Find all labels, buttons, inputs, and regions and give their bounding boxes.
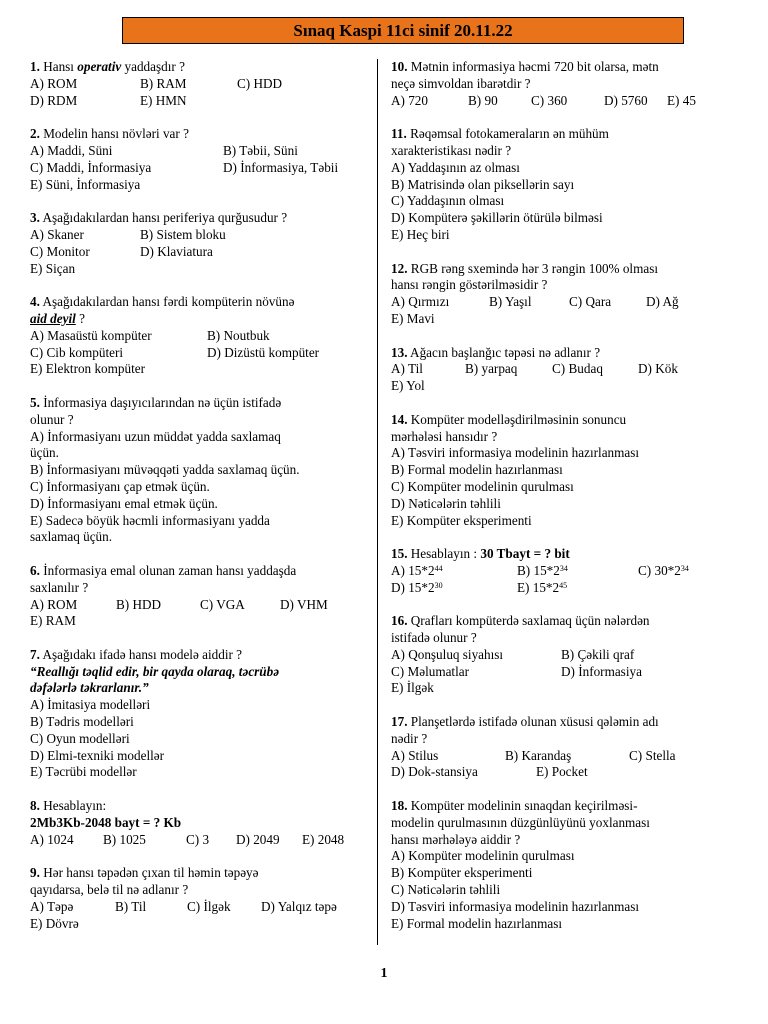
question-8: 8. Hesablayın: 2Mb3Kb-2048 bayt = ? Kb A) 1024 B) 1025 C) 3 D) 2049 E) 2048 — [30, 798, 345, 847]
question-4: 4. Aşağıdakılardan hansı fərdi kompüterin növünə aid deyil ? A) Masaüstü kompüter B) Noutbuk C) Cib kompüteri D) Dizüstü kompüter E) Elektron kompüter — [30, 294, 320, 377]
page-number: 1 — [380, 966, 388, 981]
question-12: 12. RGB rəng sxemində hər 3 rəngin 100% olması hansı rəngin göstərilməsidir ? A) Qırmızı B) Yaşıl C) Qara D) Ağ E) Mavi — [391, 260, 679, 326]
question-7: 7. Aşağıdakı ifadə hansı modelə aiddir ? “Reallığı təqlid edir, bir qayda olaraq, təcrübə dəfələrlə təkrarlanır.” A) İmitasiya modelləri B) Tədris modelləri C) Oyun modelləri D) Elmi-texniki modellər E) Təcrübi modellər — [30, 646, 280, 780]
question-5: 5. İnformasiya daşıyıcılarından nə üçün istifadə olunur ? A) İnformasiyanı uzun müddət yadda saxlamaq üçün. B) İnformasiyanı müvəqqəti yadda saxlamaq üçün. C) İnformasiyanı çap etmək üçün. D) İnformasiyanı emal etmək üçün. E) Sadecə böyük həcmli informasiyanı yadda saxlamaq üçün. — [30, 394, 300, 545]
question-6: 6. İnformasiya emal olunan zaman hansı yaddaşda saxlanılır ? A) ROM B) HDD C) VGA D) VHM E) RAM — [30, 562, 328, 629]
question-11: 11. Rəqəmsal fotokameraların ən mühüm xarakteristikası nədir ? A) Yaddaşının az olması B) Matrisində olan piksellərin sayı C) Yaddaşının olması D) Kompüterə şəkillərin ötürülə bilməsi E) Heç biri — [391, 126, 609, 242]
right-column — [391, 59, 741, 949]
question-2: 2. Modelin hansı növləri var ? A) Maddi, Süni B) Təbii, Süni C) Maddi, İnformasiya D) İnformasiya, Təbii E) Süni, İnformasiya — [30, 126, 339, 192]
column-divider — [377, 59, 378, 945]
page-title: Sınaq Kaspi 11ci sinif 20.11.22 — [122, 17, 684, 44]
question-18: 18. Kompüter modelinin sınaqdan keçirilməsi- modelin qurulmasının düzgünlüyünü yoxlanması hansı mərhələyə aiddir ? A) Kompüter modelinin qurulması B) Kompüter eksperimenti C) Nəticələrin təhlili D) Təsviri informasiya modelinin hazırlanması E) Formal modelin hazırlanması — [391, 798, 650, 931]
question-15: 15. Hesablayın : 30 Tbayt = ? bit A) $15*2^{44}$ B) $15*2^{34}$ C) $30*2^{34}$ D) $15*2^{30}$ E) $15*2^{45}$ — [391, 546, 689, 595]
question-10: 10. Mətnin informasiya həcmi 720 bit olarsa, mətn neçə simvoldan ibarətdir ? A) 720 B) 90 C) 360 D) 5760 E) 45 — [391, 59, 696, 108]
question-17: 17. Planşetlərdə istifadə olunan xüsusi qələmin adı nədir ? A) Stilus B) Karandaş C) Stella D) Dok-stansiya E) Pocket — [391, 714, 676, 780]
question-13: 13. Ağacın başlanğıc təpəsi nə adlanır ? A) Til B) yarpaq C) Budaq D) Kök E) Yol — [391, 344, 678, 394]
question-16: 16. Qrafları kompüterdə saxlamaq üçün nələrdən istifadə olunur ? A) Qonşuluq siyahısı B) Çəkili qraf C) Məlumatlar D) İnformasiya E) İlgək — [391, 613, 650, 696]
question-14: 14. Kompüter modelləşdirilməsinin sonuncu mərhələsi hansıdır ? A) Təsviri informasiya modelinin hazırlanması B) Formal modelin hazırlanması C) Kompüter modelinin qurulması D) Nəticələrin təhlili E) Kompüter eksperimenti — [391, 411, 640, 528]
question-3: 3. Aşağıdakılardan hansı periferiya qurğusudur ? A) Skaner B) Sistem bloku C) Monitor D) Klaviatura E) Siçan — [30, 210, 288, 276]
left-column — [30, 59, 368, 949]
question-9: 9. Hər hansı təpədən çıxan til həmin təpəyə qayıdarsa, belə til nə adlanır ? A) Təpə B) Til C) İlgək D) Yalqız təpə E) Dövrə — [30, 865, 337, 931]
question-1: 1. Hansı operativ yaddaşdır ? A) ROM B) RAM C) HDD D) RDM E) HMN — [30, 59, 283, 108]
